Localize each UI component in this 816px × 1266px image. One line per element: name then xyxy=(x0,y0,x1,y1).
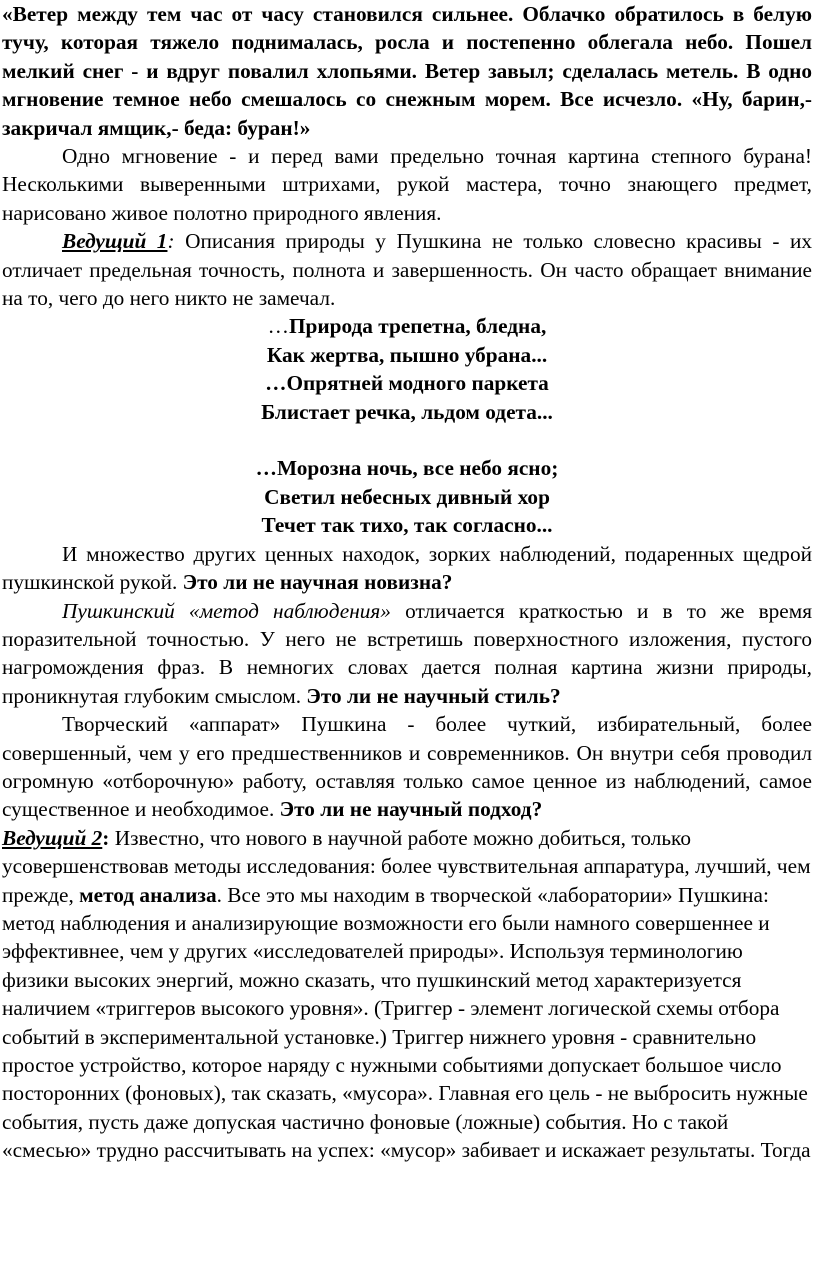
paragraph-4-question: Это ли не научная новизна? xyxy=(182,570,453,595)
paragraph-3-text: Описания природы у Пушкина не только словесно красивы - их отличает предельная точность, полнота и завершенность. Он часто обращает внимание на то, чего до него никто не замечал. xyxy=(2,229,812,311)
paragraph-7 xyxy=(2,824,812,1165)
paragraph-5 xyxy=(2,597,812,711)
paragraph-3 xyxy=(2,227,812,312)
paragraph-4-text: И множество других ценных находок, зорких наблюдений, подаренных щедрой пушкинской рукой. xyxy=(2,541,812,595)
speaker-colon-2: : xyxy=(102,825,110,850)
paragraph-6-text: Творческий «аппарат» Пушкина - более чуткий, избирательный, более совершенный, чем у его предшественников и современников. Он внутри себя проводил огромную «отборочную» работу, оставляя только самое ценное из наблюдений, самое существенное и необходимое. xyxy=(2,712,812,822)
paragraph-4 xyxy=(2,540,812,597)
poem-1-line-1-text: Природа трепетна, бледна, xyxy=(288,314,547,339)
poem-2-line-1: …Морозна ночь, все небо ясно; xyxy=(255,456,559,481)
paragraph-6 xyxy=(2,710,812,824)
speaker-colon-1: : xyxy=(167,229,175,254)
poem-stanza-2 xyxy=(2,454,812,539)
poem-1-line-3: …Опрятней модного паркета xyxy=(265,371,549,396)
paragraph-7-text-2: . Все это мы находим в творческой «лаборатории» Пушкина: метод наблюдения и анализирующие возможности его были намного совершеннее и эффективнее, чем у других «исследователей природы». Используя терминологию физики высоких энергий, можно сказать, что пушкинский метод характеризуется наличием «триггеров высокого уровня». (Триггер - элемент логической схемы отбора событий в экспериментальной установке.) Триггер нижнего уровня - сравнительно простое устройство, которое наряду с нужными событиями допускает большое число посторонних (фоновых), так сказать, «мусора». Главная его цель - не выбросить нужные события, пусть даже допуская частично фоновые (ложные) события. Но с такой «смесью» трудно рассчитывать на успех: «мусор» забивает и искажает результаты. Тогда xyxy=(2,882,811,1163)
paragraph-5-question: Это ли не научный стиль? xyxy=(306,683,561,708)
poem-gap xyxy=(2,426,812,454)
speaker-label-2: Ведущий 2 xyxy=(2,825,103,850)
poem-1-line-2: Как жертва, пышно убрана... xyxy=(266,342,548,367)
poem-1-line-1 xyxy=(2,312,812,340)
paragraph-5-italic: Пушкинский «метод наблюдения» xyxy=(62,598,391,623)
paragraph-6-question: Это ли не научный подход? xyxy=(279,797,543,822)
paragraph-7-text-1: Известно, что нового в научной работе можно добиться, только усовершенствовав методы исследования: более чувствительная аппаратура, лучший, чем прежде, xyxy=(2,825,811,907)
paragraph-5-text: отличается краткостью и в то же время поразительной точностью. У него не встретишь поверхностного изложения, пустого нагромождения фраз. В немногих словах дается полная картина жизни природы, проникнутая глубоким смыслом. xyxy=(2,598,812,708)
poem-stanza-1 xyxy=(2,312,812,426)
quote-paragraph: «Ветер между тем час от часу становился сильнее. Облачко обратилось в белую тучу, которая тяжело поднималась, росла и постепенно облегала небо. Пошел мелкий снег - и вдруг повалил хлопьями. Ветер завыл; сделалась метель. В одно мгновение темное небо смешалось со снежным морем. Все исчезло. «Ну, барин,- закричал ямщик,- беда: буран!» xyxy=(2,2,812,140)
paragraph-2: Одно мгновение - и перед вами предельно точная картина степного бурана! Несколькими выверенными штрихами, рукой мастера, точно знающего предмет, нарисовано живое полотно природного явления. xyxy=(2,144,812,225)
poem-1-line-1-prefix: … xyxy=(267,314,289,339)
poem-2-line-2: Светил небесных дивный хор xyxy=(264,484,550,509)
speaker-label-1: Ведущий 1 xyxy=(62,229,168,254)
poem-1-line-4: Блистает речка, льдом одета... xyxy=(261,399,553,424)
paragraph-7-bold: метод анализа xyxy=(79,882,217,907)
poem-2-line-3: Течет так тихо, так согласно... xyxy=(261,513,553,538)
